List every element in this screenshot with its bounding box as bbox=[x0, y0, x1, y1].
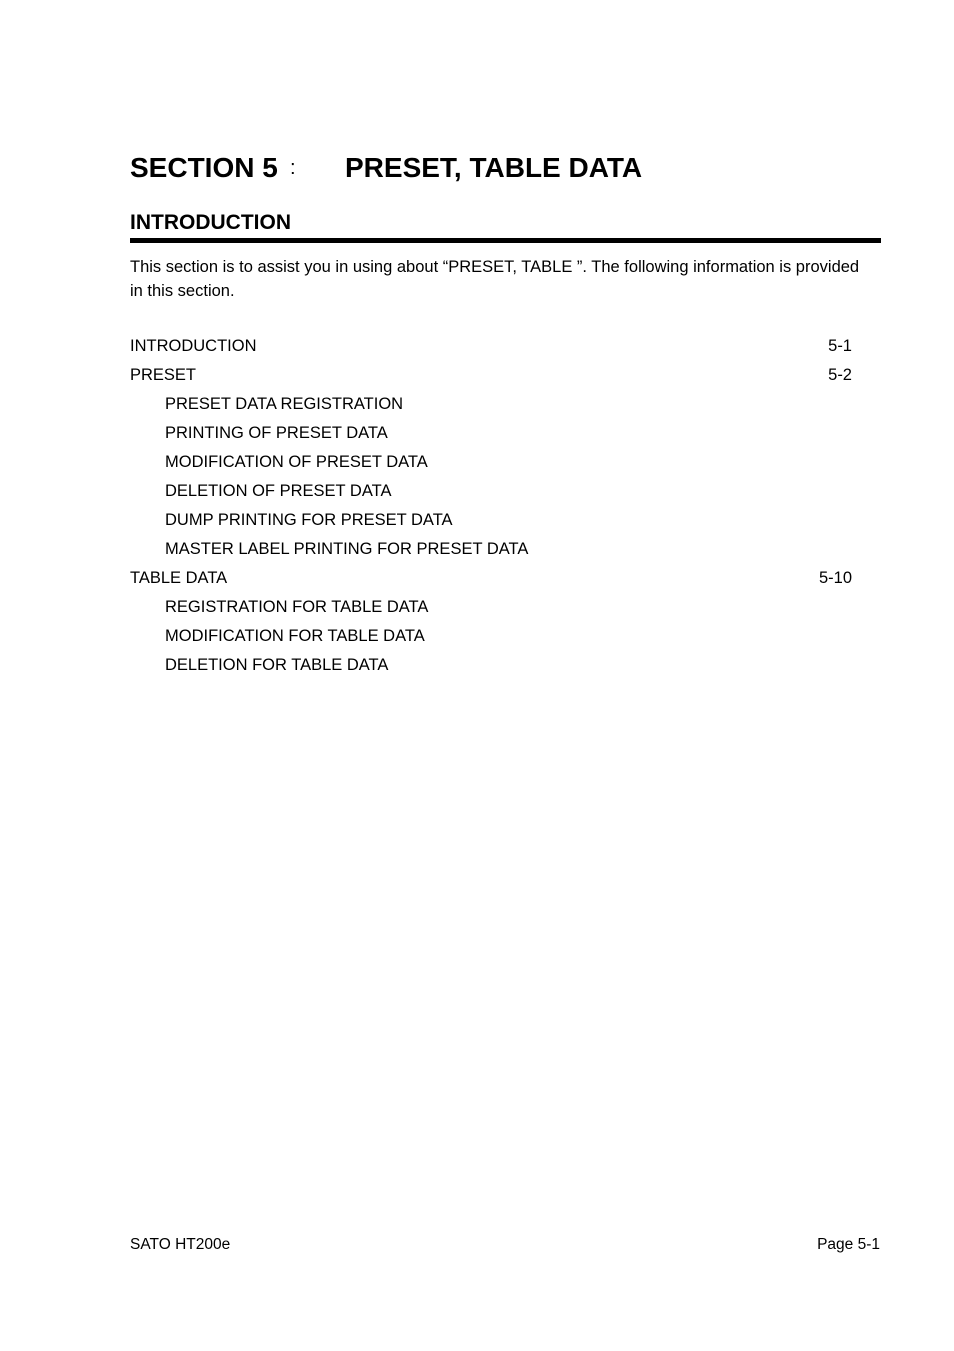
toc-entry-label: REGISTRATION FOR TABLE DATA bbox=[165, 598, 429, 616]
toc-entry-page: 5-10 bbox=[818, 569, 852, 587]
toc-subentry-master-label-printing bbox=[130, 536, 852, 565]
section-number: SECTION 5 bbox=[130, 152, 278, 183]
toc-entry-label: TABLE DATA bbox=[130, 569, 228, 587]
footer-product-name: SATO HT200e bbox=[130, 1236, 231, 1253]
toc-entry-label: INTRODUCTION bbox=[130, 337, 257, 355]
toc-entry-preset bbox=[130, 362, 852, 391]
toc-entry-table-data bbox=[130, 565, 852, 594]
toc-entry-introduction bbox=[130, 333, 852, 362]
table-of-contents bbox=[130, 333, 852, 681]
toc-subentry-registration-for-table-data bbox=[130, 594, 852, 623]
toc-entry-label: PRESET bbox=[130, 366, 197, 384]
toc-subentry-modification-of-preset-data bbox=[130, 449, 852, 478]
toc-subentry-preset-data-registration bbox=[130, 391, 852, 420]
introduction-heading: INTRODUCTION bbox=[130, 211, 291, 234]
toc-entry-label: MODIFICATION FOR TABLE DATA bbox=[165, 627, 425, 645]
section-name: PRESET, TABLE DATA bbox=[345, 152, 643, 183]
footer-page-number: Page 5-1 bbox=[817, 1236, 880, 1253]
toc-entry-label: DUMP PRINTING FOR PRESET DATA bbox=[165, 511, 453, 529]
section-separator: : bbox=[290, 157, 296, 179]
toc-entry-label: PRINTING OF PRESET DATA bbox=[165, 424, 388, 442]
toc-entry-label: MODIFICATION OF PRESET DATA bbox=[165, 453, 428, 471]
toc-subentry-deletion-of-preset-data bbox=[130, 478, 852, 507]
toc-entry-label: MASTER LABEL PRINTING FOR PRESET DATA bbox=[165, 540, 529, 558]
toc-entry-label: PRESET DATA REGISTRATION bbox=[165, 395, 404, 413]
introduction-paragraph: This section is to assist you in using about “PRESET, TABLE ”. The following information is provided in this section. bbox=[130, 258, 860, 300]
heading-divider bbox=[130, 238, 881, 243]
section-title bbox=[130, 150, 890, 190]
toc-entry-label: DELETION OF PRESET DATA bbox=[165, 482, 392, 500]
toc-subentry-dump-printing bbox=[130, 507, 852, 536]
toc-subentry-printing-of-preset-data bbox=[130, 420, 852, 449]
toc-subentry-modification-for-table-data bbox=[130, 623, 852, 652]
toc-entry-label: DELETION FOR TABLE DATA bbox=[165, 656, 389, 674]
toc-subentry-deletion-for-table-data bbox=[130, 652, 852, 681]
toc-entry-page: 5-1 bbox=[828, 337, 852, 355]
toc-entry-page: 5-2 bbox=[828, 366, 852, 384]
